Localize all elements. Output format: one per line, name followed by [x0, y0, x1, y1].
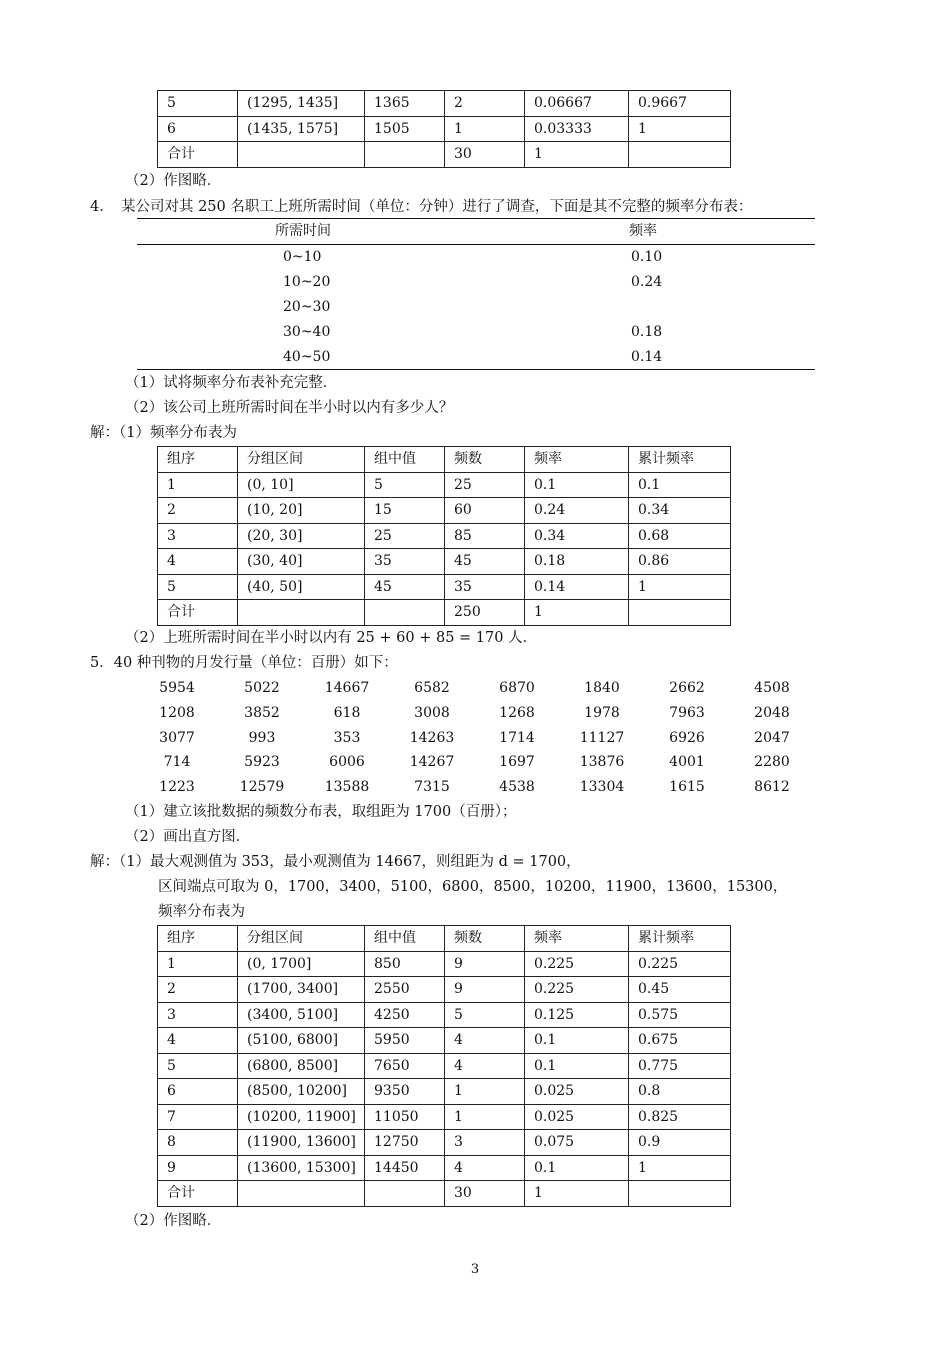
- table-top-cell: [365, 142, 445, 168]
- q5-solution-table-cell: (0, 1700]: [238, 951, 365, 977]
- q5-solution-table-cell: 9: [445, 951, 525, 977]
- q4-solution-table-header-row: [158, 447, 731, 473]
- q5-solution-table-cell: 5: [158, 1053, 238, 1079]
- q4-solution-table-cell: 5: [158, 574, 238, 600]
- q4-solution-table-cell: 35: [365, 549, 445, 575]
- q4-header-time: 所需时间: [275, 223, 331, 239]
- q5-data-value: 3077: [159, 729, 195, 746]
- q5-solution-table-cell: 0.825: [629, 1104, 731, 1130]
- q5-solution-table-cell: 3: [445, 1130, 525, 1156]
- q5-data-value: 6582: [414, 680, 450, 696]
- q5-solution-table-cell: 1: [158, 951, 238, 977]
- q4-table-row: [137, 245, 815, 270]
- q5-solution-table-cell: 4: [158, 1028, 238, 1054]
- q5-solution-table-cell: 2550: [365, 977, 445, 1003]
- q4-solution-part2: （2）上班所需时间在半小时以内有 25 + 60 + 85 = 170 人．: [125, 630, 538, 646]
- q5-data-value: 4508: [754, 680, 790, 696]
- q4-solution-table-row: [158, 574, 731, 600]
- q4-freq-cell: 0.24: [631, 274, 663, 290]
- q4-solution-table-cell: 3: [158, 523, 238, 549]
- q5-data-value: 8612: [754, 779, 790, 796]
- q5-data-grid: [160, 676, 815, 800]
- table-top-cell: 1365: [365, 91, 445, 117]
- q5-solution-line1: 解：（1）最大观测值为 353，最小观测值为 14667，则组距为 d = 1700，: [90, 854, 581, 870]
- q4-solution-table-cell: [238, 600, 365, 626]
- q4-solution-table-cell: 1: [158, 472, 238, 498]
- q4-solution-table-row: [158, 549, 731, 575]
- q4-solution-table-cell: 0.18: [525, 549, 629, 575]
- q5-solution-table-cell: 7650: [365, 1053, 445, 1079]
- q5-data-value: 5022: [244, 680, 280, 696]
- q5-solution-table-header-cell: 组序: [158, 926, 238, 952]
- q4-solution-table-cell: (40, 50]: [238, 574, 365, 600]
- q5-solution-table-cell: 0.075: [525, 1130, 629, 1156]
- q5-data-value: 2047: [754, 729, 790, 746]
- q5-data-value: 11127: [579, 729, 625, 746]
- q5-data-value: 2280: [754, 754, 790, 771]
- q5-data-value: 3008: [414, 704, 450, 721]
- q5-stem: 5．40 种刊物的月发行量（单位：百册）如下：: [90, 655, 398, 671]
- table-top-cell: [238, 142, 365, 168]
- q5-solution-table-cell: (13600, 15300]: [238, 1155, 365, 1181]
- q5-solution-table-cell: 0.575: [629, 1002, 731, 1028]
- q5-solution-table-row: [158, 1181, 731, 1207]
- q5-solution-table-cell: 4250: [365, 1002, 445, 1028]
- q5-data-value: 4538: [499, 779, 535, 796]
- q5-solution-table-cell: 4: [445, 1028, 525, 1054]
- q5-sub1: （1）建立该批数据的频数分布表，取组距为 1700（百册）；: [125, 804, 517, 820]
- q4-solution-table-cell: 4: [158, 549, 238, 575]
- q5-solution-table-row: [158, 1104, 731, 1130]
- q4-solution-table-header-cell: 组序: [158, 447, 238, 473]
- q4-table-header-row: [137, 219, 815, 244]
- q5-data-value: 1697: [499, 754, 535, 771]
- q4-solution-table-cell: 0.68: [629, 523, 731, 549]
- q4-solution-table-cell: 45: [445, 549, 525, 575]
- q5-solution-table-header-cell: 累计频率: [629, 926, 731, 952]
- q4-time-cell: 30~40: [283, 324, 331, 340]
- q5-solution-table-cell: (8500, 10200]: [238, 1079, 365, 1105]
- q5-solution-table-cell: 14450: [365, 1155, 445, 1181]
- q4-table-row: [137, 270, 815, 295]
- q4-solution-table-cell: 1: [525, 600, 629, 626]
- q5-solution-table-cell: (5100, 6800]: [238, 1028, 365, 1054]
- q5-solution-table-cell: 0.1: [525, 1028, 629, 1054]
- table-top-cell: (1295, 1435]: [238, 91, 365, 117]
- q4-solution-table-cell: 合计: [158, 600, 238, 626]
- q5-solution-table-cell: 1: [525, 1181, 629, 1207]
- q5-solution-table-cell: 2: [158, 977, 238, 1003]
- q5-solution-table-cell: (11900, 13600]: [238, 1130, 365, 1156]
- q5-solution-line3: 频率分布表为: [158, 904, 245, 920]
- q4-solution-table-cell: [365, 600, 445, 626]
- q5-data-row: [160, 750, 815, 775]
- q5-data-value: 2048: [754, 704, 790, 721]
- q5-solution-table-cell: 9: [445, 977, 525, 1003]
- q4-solution-table-row: [158, 600, 731, 626]
- q4-solution-table-cell: 25: [365, 523, 445, 549]
- q5-solution-table-cell: 850: [365, 951, 445, 977]
- q5-solution-table-cell: 9: [158, 1155, 238, 1181]
- q4-table-row: [137, 320, 815, 345]
- q4-solution-table-cell: 0.34: [525, 523, 629, 549]
- q5-solution-table-cell: 0.025: [525, 1104, 629, 1130]
- q5-solution-table-cell: 0.45: [629, 977, 731, 1003]
- q5-data-value: 7315: [414, 779, 450, 796]
- q5-solution-table-cell: 0.225: [629, 951, 731, 977]
- q4-solution-table-cell: 5: [365, 472, 445, 498]
- q4-solution-table-cell: 1: [629, 574, 731, 600]
- q5-solution-table-row: [158, 1002, 731, 1028]
- table-top-row: [158, 91, 731, 117]
- q5-data-row: [160, 775, 815, 800]
- q5-data-value: 353: [333, 729, 361, 746]
- q5-solution-table-cell: 3: [158, 1002, 238, 1028]
- q4-solution-table-row: [158, 498, 731, 524]
- table-top-row: [158, 142, 731, 168]
- q5-solution-table-cell: (1700, 3400]: [238, 977, 365, 1003]
- q4-freq-cell: 0.14: [631, 349, 663, 365]
- q4-solution-table-cell: 35: [445, 574, 525, 600]
- q5-data-value: 1978: [584, 704, 620, 721]
- table-top-cell: 5: [158, 91, 238, 117]
- q4-time-cell: 10~20: [283, 274, 331, 290]
- q5-solution-table-cell: 12750: [365, 1130, 445, 1156]
- q5-solution-table-cell: [365, 1181, 445, 1207]
- q4-solution-table-header-cell: 组中值: [365, 447, 445, 473]
- q4-solution-table-cell: 0.1: [629, 472, 731, 498]
- q4-solution-table-cell: 0.34: [629, 498, 731, 524]
- q5-data-value: 3852: [244, 704, 280, 721]
- q4-solution-table-cell: (10, 20]: [238, 498, 365, 524]
- q3-part2-text: （2）作图略．: [125, 173, 222, 189]
- q5-sub2: （2）画出直方图．: [125, 829, 251, 845]
- q5-solution-table-cell: 合计: [158, 1181, 238, 1207]
- table-top-cell: 0.9667: [629, 91, 731, 117]
- table-top-cell: 合计: [158, 142, 238, 168]
- table-top-cell: 2: [445, 91, 525, 117]
- q5-solution-table-row: [158, 1028, 731, 1054]
- q4-freq-cell: 0.18: [631, 324, 663, 340]
- q5-solution-table-cell: 0.775: [629, 1053, 731, 1079]
- q4-solution-table-header-cell: 分组区间: [238, 447, 365, 473]
- q5-data-value: 1714: [499, 729, 535, 746]
- q5-data-value: 6926: [669, 729, 705, 746]
- table-top-row: [158, 116, 731, 142]
- q5-solution-table-row: [158, 1053, 731, 1079]
- table-top-cell: 6: [158, 116, 238, 142]
- q5-data-value: 1223: [159, 779, 195, 796]
- q5-data-value: 1208: [159, 704, 195, 721]
- q4-incomplete-table: [137, 219, 815, 365]
- q5-solution-table-header-row: [158, 926, 731, 952]
- q4-table-bottom-rule: [137, 369, 815, 370]
- q5-solution-table-cell: 11050: [365, 1104, 445, 1130]
- q4-solution-table-header-cell: 频数: [445, 447, 525, 473]
- q5-solution-table-cell: 9350: [365, 1079, 445, 1105]
- table-top-cell: 1: [629, 116, 731, 142]
- q5-solution-table-cell: 7: [158, 1104, 238, 1130]
- q5-solution-table-cell: 0.8: [629, 1079, 731, 1105]
- q5-solution-part2: （2）作图略．: [125, 1213, 222, 1229]
- table-top-cell: 30: [445, 142, 525, 168]
- q4-solution-table-cell: 0.14: [525, 574, 629, 600]
- q4-header-freq: 频率: [629, 223, 657, 239]
- q5-data-row: [160, 701, 815, 726]
- q5-solution-table-header-cell: 频率: [525, 926, 629, 952]
- page-number: 3: [470, 1262, 480, 1277]
- q4-solution-table-cell: (30, 40]: [238, 549, 365, 575]
- q5-data-value: 14667: [324, 680, 370, 696]
- q5-solution-table-cell: (6800, 8500]: [238, 1053, 365, 1079]
- q4-solution-table-cell: 85: [445, 523, 525, 549]
- q5-solution-table-row: [158, 951, 731, 977]
- q5-solution-table-cell: 1: [445, 1104, 525, 1130]
- q4-solution-table-cell: 0.24: [525, 498, 629, 524]
- q5-solution-table-cell: (3400, 5100]: [238, 1002, 365, 1028]
- q4-time-cell: 20~30: [283, 299, 331, 315]
- q5-solution-table-cell: 6: [158, 1079, 238, 1105]
- q5-data-value: 618: [333, 704, 361, 721]
- q5-solution-table-header-cell: 频数: [445, 926, 525, 952]
- q4-solution-table-cell: (20, 30]: [238, 523, 365, 549]
- q5-data-row: [160, 676, 815, 701]
- q5-solution-table-cell: 8: [158, 1130, 238, 1156]
- q5-data-value: 4001: [669, 754, 705, 771]
- q4-time-cell: 0~10: [283, 249, 322, 265]
- q5-data-value: 12579: [239, 779, 285, 796]
- q5-solution-table-cell: 4: [445, 1053, 525, 1079]
- q4-table-row: [137, 295, 815, 320]
- q5-solution-table-cell: 1: [445, 1079, 525, 1105]
- q4-solution-table-cell: (0, 10]: [238, 472, 365, 498]
- table-top-cell: [629, 142, 731, 168]
- q5-solution-table-cell: (10200, 11900]: [238, 1104, 365, 1130]
- q5-data-value: 13876: [579, 754, 625, 771]
- q4-solution-table-cell: [629, 600, 731, 626]
- q5-data-row: [160, 726, 815, 751]
- q4-solution-table-cell: 0.86: [629, 549, 731, 575]
- q5-solution-table-cell: 5950: [365, 1028, 445, 1054]
- q4-solution-table-cell: 25: [445, 472, 525, 498]
- q5-solution-table-cell: 4: [445, 1155, 525, 1181]
- q5-solution-table-cell: 1: [629, 1155, 731, 1181]
- q5-solution-line2: 区间端点可取为 0，1700，3400，5100，6800，8500，10200，11900，13600，15300，: [158, 879, 788, 895]
- q5-solution-table-cell: 0.675: [629, 1028, 731, 1054]
- q4-solution-table-cell: 45: [365, 574, 445, 600]
- q5-solution-table-cell: 0.125: [525, 1002, 629, 1028]
- table-top-cell: 1: [445, 116, 525, 142]
- q4-sub1: （1）试将频率分布表补充完整．: [125, 375, 338, 391]
- q4-solution-table-row: [158, 523, 731, 549]
- q5-data-value: 993: [248, 729, 276, 746]
- table-top-cell: 0.06667: [525, 91, 629, 117]
- q4-solution-intro: 解：（1）频率分布表为: [90, 425, 237, 441]
- q4-solution-table-row: [158, 472, 731, 498]
- q4-solution-table-cell: 60: [445, 498, 525, 524]
- q5-data-value: 1840: [584, 680, 620, 696]
- q5-data-value: 6006: [329, 754, 365, 771]
- q5-data-value: 5923: [244, 754, 280, 771]
- q5-solution-table-cell: [238, 1181, 365, 1207]
- table-top-continuation: [157, 90, 731, 168]
- q4-solution-table-cell: 2: [158, 498, 238, 524]
- q5-data-value: 14267: [409, 754, 455, 771]
- q4-solution-table-cell: 250: [445, 600, 525, 626]
- table-top-cell: 1: [525, 142, 629, 168]
- q5-solution-table-row: [158, 1130, 731, 1156]
- q5-solution-table: [157, 925, 731, 1207]
- q4-time-cell: 40~50: [283, 349, 331, 365]
- table-top-cell: 1505: [365, 116, 445, 142]
- q5-solution-table-cell: [629, 1181, 731, 1207]
- q4-table-row: [137, 345, 815, 370]
- q5-solution-table-row: [158, 1155, 731, 1181]
- q5-solution-table-header-cell: 组中值: [365, 926, 445, 952]
- q5-data-value: 2662: [669, 680, 705, 696]
- q5-data-value: 714: [163, 754, 191, 771]
- table-top-cell: (1435, 1575]: [238, 116, 365, 142]
- q5-data-value: 1615: [669, 779, 705, 796]
- q5-data-value: 13304: [579, 779, 625, 796]
- q4-solution-table: [157, 446, 731, 626]
- q5-solution-table-cell: 0.1: [525, 1155, 629, 1181]
- q5-data-value: 7963: [669, 704, 705, 721]
- q5-solution-table-header-cell: 分组区间: [238, 926, 365, 952]
- q4-stem: 4． 某公司对其 250 名职工上班所需时间（单位：分钟）进行了调查，下面是其不完整的频率分布表：: [90, 199, 753, 215]
- q5-data-value: 14263: [409, 729, 455, 746]
- q5-solution-table-cell: 0.225: [525, 977, 629, 1003]
- q5-data-value: 6870: [499, 680, 535, 696]
- q5-data-value: 13588: [324, 779, 370, 796]
- q5-solution-table-cell: 0.1: [525, 1053, 629, 1079]
- q4-solution-table-cell: 0.1: [525, 472, 629, 498]
- q5-solution-table-cell: 0.9: [629, 1130, 731, 1156]
- q5-solution-table-row: [158, 977, 731, 1003]
- q5-data-value: 5954: [159, 680, 195, 696]
- q4-freq-cell: 0.10: [631, 249, 663, 265]
- q5-solution-table-row: [158, 1079, 731, 1105]
- table-top-cell: 0.03333: [525, 116, 629, 142]
- q5-data-value: 1268: [499, 704, 535, 721]
- q4-solution-table-header-cell: 累计频率: [629, 447, 731, 473]
- q4-solution-table-cell: 15: [365, 498, 445, 524]
- q5-solution-table-cell: 0.025: [525, 1079, 629, 1105]
- q4-sub2: （2）该公司上班所需时间在半小时以内有多少人？: [125, 400, 454, 416]
- q5-solution-table-cell: 0.225: [525, 951, 629, 977]
- q5-solution-table-cell: 30: [445, 1181, 525, 1207]
- q4-solution-table-header-cell: 频率: [525, 447, 629, 473]
- q5-solution-table-cell: 5: [445, 1002, 525, 1028]
